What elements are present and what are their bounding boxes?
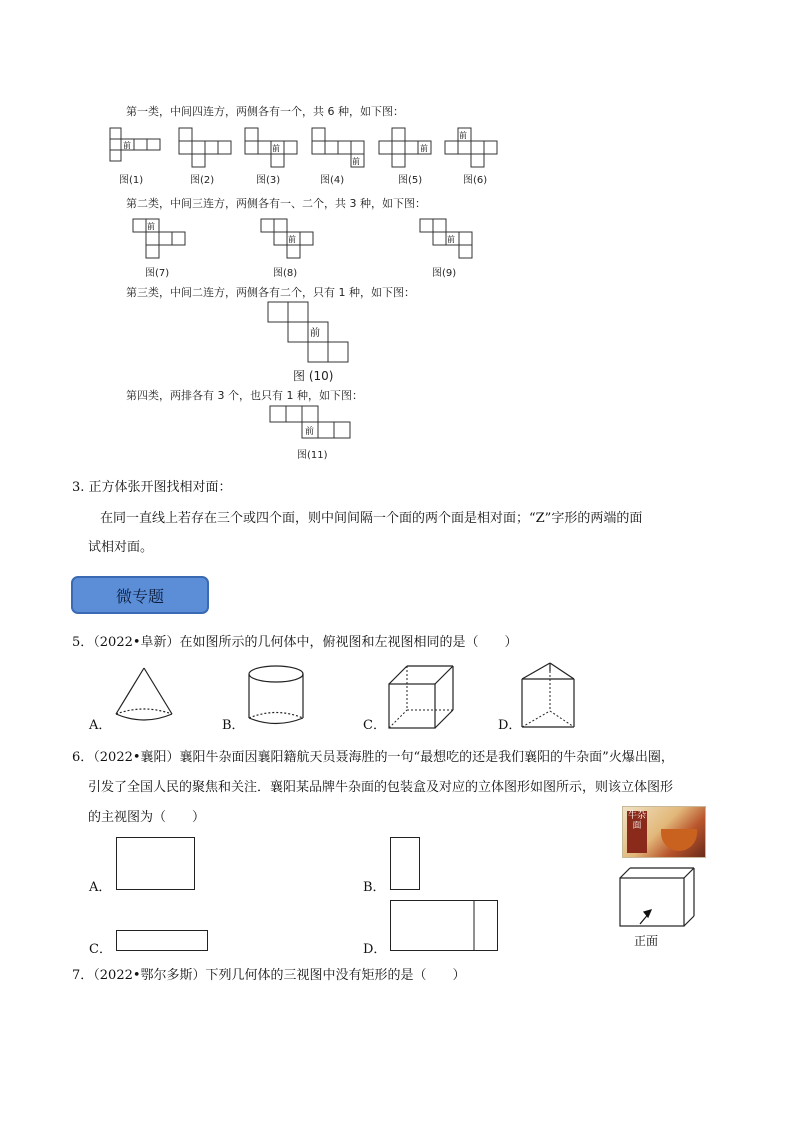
net-11 [270, 406, 360, 446]
bowl-shape [661, 829, 697, 851]
front-label: 前 [447, 235, 455, 244]
option-b-rect [390, 837, 422, 891]
front-label: 前 [123, 141, 131, 150]
q5-option-c[interactable]: C． [363, 718, 386, 733]
q5-option-a[interactable]: A． [89, 718, 112, 733]
net-7 [133, 219, 193, 264]
net-8 [261, 219, 321, 264]
q6-line1: 6．（2022•襄阳）襄阳牛杂面因襄阳籍航天员聂海胜的一句“最想吃的还是我们襄阳的牛杂面”火爆出圈， [72, 750, 674, 765]
cube-figure [389, 666, 459, 730]
q6-option-c[interactable]: C． [89, 942, 112, 957]
caption-2: 图(2) [190, 175, 215, 186]
front-label: 前 [305, 427, 315, 437]
front-label: 前 [420, 144, 428, 153]
cylinder-figure [248, 665, 308, 729]
q5-option-d[interactable]: D． [498, 718, 522, 733]
caption-11: 图(11) [297, 450, 328, 461]
prism-figure [522, 663, 582, 729]
q5-option-b[interactable]: B． [222, 718, 245, 733]
caption-3: 图(3) [256, 175, 281, 186]
class2-text: 第二类，中间三连方，两侧各有一、二个，共 3 种，如下图： [126, 197, 426, 210]
box-3d-figure [620, 868, 700, 930]
front-label: 前 [272, 144, 280, 153]
photo-sign: 牛杂面 [627, 811, 647, 853]
net-2 [179, 128, 239, 168]
front-label: 前 [352, 157, 360, 166]
q6-option-a[interactable]: A． [89, 880, 112, 895]
net-10 [268, 302, 358, 364]
front-face-label: 正面 [634, 934, 659, 948]
net-6 [445, 128, 505, 168]
class4-text: 第四类，两排各有 3 个，也只有 1 种，如下图： [126, 389, 363, 402]
q5-stem: 5．（2022•阜新）在如图所示的几何体中，俯视图和左视图相同的是（ ） [72, 635, 518, 650]
section3-para-line1: 在同一直线上若存在三个或四个面，则中间间隔一个面的两个面是相对面；“Z”字形的两端的面 [100, 511, 643, 526]
class3-text: 第三类，中间二连方，两侧各有二个，只有 1 种，如下图： [126, 286, 415, 299]
caption-8: 图(8) [273, 268, 298, 279]
topic-badge: 微专题 [71, 576, 209, 614]
class1-text: 第一类，中间四连方，两侧各有一个，共 6 种，如下图： [126, 105, 404, 118]
front-label: 前 [310, 328, 320, 339]
section3-para-line2: 试相对面。 [88, 540, 154, 555]
cone-figure [114, 666, 184, 726]
net-9 [420, 219, 480, 264]
caption-5: 图(5) [398, 175, 423, 186]
option-d-rect [390, 900, 500, 952]
q6-option-b[interactable]: B． [363, 880, 386, 895]
front-label: 前 [288, 235, 296, 244]
q7-stem: 7．（2022•鄂尔多斯）下列几何体的三视图中没有矩形的是（ ） [72, 968, 466, 983]
net-4 [312, 128, 372, 168]
q6-line2: 引发了全国人民的聚焦和关注．襄阳某品牌牛杂面的包装盒及对应的立体图形如图所示，则该立体图形 [88, 780, 674, 795]
option-a-rect [116, 837, 196, 891]
net-3 [245, 128, 305, 168]
option-c-rect [116, 930, 210, 952]
caption-7: 图(7) [145, 268, 170, 279]
front-label: 前 [459, 131, 467, 140]
front-label: 前 [147, 222, 155, 231]
caption-4: 图(4) [320, 175, 345, 186]
net-1 [110, 128, 170, 168]
net-5 [379, 128, 439, 168]
section3-heading: 3. 正方体张开图找相对面： [72, 480, 232, 495]
caption-9: 图(9) [432, 268, 457, 279]
q6-option-d[interactable]: D． [363, 942, 387, 957]
noodle-package-photo [622, 806, 706, 858]
q6-line3: 的主视图为（ ） [88, 810, 206, 825]
caption-1: 图(1) [119, 175, 144, 186]
caption-6: 图(6) [463, 175, 488, 186]
caption-10: 图 (10) [293, 369, 334, 383]
